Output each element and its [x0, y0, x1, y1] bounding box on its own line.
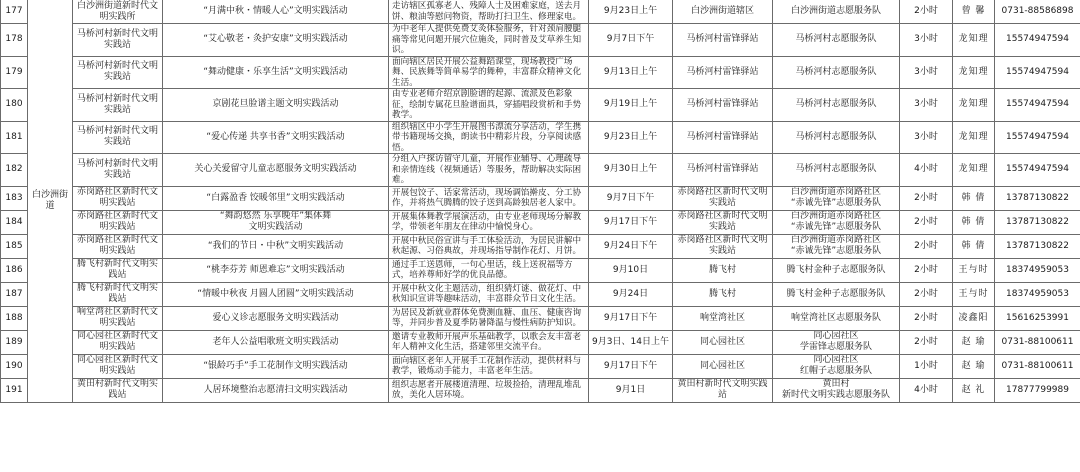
volunteer-team-line: 黄田村: [822, 379, 850, 389]
volunteer-team-cell: [773, 330, 900, 354]
activity-name-cell: [163, 306, 389, 330]
row-number-cell: 181: [1, 121, 28, 154]
table-row: [1, 378, 1080, 402]
activity-name-line: “我们的节日・中秋”文明实践活动: [207, 240, 344, 251]
duration-cell: 2小时: [900, 0, 953, 24]
activity-content-cell: 开展集体舞教学展演活动，由专业老师现场分解教学，带领老年朋友在律动中愉悦身心。: [389, 210, 589, 234]
table-row: [1, 154, 1080, 187]
table-row: [1, 0, 1080, 24]
activity-content-cell: 开展包饺子、话家常活动，现场调馅擀皮、分工协作，并将热气腾腾的饺子送到高龄独居老人家中。: [389, 186, 589, 210]
row-number-cell: 191: [1, 378, 28, 402]
activity-place-cell: 同心园社区: [673, 354, 773, 378]
row-number-cell: 177: [1, 0, 28, 24]
activity-place-cell: 马桥河村雷锋驿站: [673, 56, 773, 89]
activity-content-cell: 面向辖区老年人开展手工花制作活动，提供材料与教学，锻炼动手能力，丰富老年生活。: [389, 354, 589, 378]
activity-time-cell: 9月17日下午: [589, 306, 673, 330]
contact-phone-cell: 13787130822: [995, 186, 1080, 210]
position-cell: 马桥河村新时代文明实践站: [73, 89, 163, 122]
volunteer-team-line: 同心园社区: [813, 331, 859, 341]
volunteer-team-cell: [773, 282, 900, 306]
activity-name-cell: [163, 330, 389, 354]
activity-time-cell: 9月30日上午: [589, 154, 673, 187]
activity-name-line: “银龄巧手”手工花制作文明实践活动: [203, 360, 348, 371]
activity-place-cell: 赤岗路社区新时代文明实践站: [673, 186, 773, 210]
activity-place-cell: 马桥河村雷锋驿站: [673, 154, 773, 187]
volunteer-team-line: 响堂湾社区志愿服务队: [790, 312, 881, 323]
table-row: [1, 24, 1080, 57]
activity-content-cell: 为中老年人提供免费艾灸体验服务，针对颈肩腰腿痛等常见问题开展穴位施灸，同时普及艾草养生知识。: [389, 24, 589, 57]
activity-name-cell: [163, 0, 389, 24]
row-number-cell: 179: [1, 56, 28, 89]
activity-time-cell: 9月17日下午: [589, 210, 673, 234]
table-row: [1, 89, 1080, 122]
activity-name-line: “白露盈香 饺暖邻里”文明实践活动: [206, 192, 345, 203]
contact-person-cell: 龙知理: [953, 154, 995, 187]
volunteer-team-cell: [773, 234, 900, 258]
contact-phone-cell: 15574947594: [995, 24, 1080, 57]
duration-cell: 3小时: [900, 89, 953, 122]
row-number-cell: 187: [1, 282, 28, 306]
activity-name-line: 人居环境整治志愿清扫文明实践活动: [203, 384, 348, 395]
volunteer-team-line: 同心园社区: [813, 355, 859, 365]
duration-cell: 4小时: [900, 154, 953, 187]
activity-name-line: 爱心义诊志愿服务文明实践活动: [212, 312, 339, 323]
table-row: [1, 186, 1080, 210]
contact-person-cell: 龙知理: [953, 121, 995, 154]
position-cell: 黄田村新时代文明实践站: [73, 378, 163, 402]
row-number-cell: 180: [1, 89, 28, 122]
contact-phone-cell: 0731-88586898: [995, 0, 1080, 24]
volunteer-team-cell: [773, 56, 900, 89]
activity-place-cell: 黄田村新时代文明实践站: [673, 378, 773, 402]
activity-name-line: 京剧花旦脸谱主题文明实践活动: [212, 99, 339, 110]
position-cell: 腾飞村新时代文明实践站: [73, 282, 163, 306]
duration-cell: 4小时: [900, 378, 953, 402]
activity-content-cell: 为居民及新就业群体免费测血糖、血压、健康咨询等，并同步普及夏季防暑降温与慢性病防护知识。: [389, 306, 589, 330]
row-number-cell: 186: [1, 258, 28, 282]
volunteer-team-cell: [773, 210, 900, 234]
activity-name-line: 关心关爱留守儿童志愿服务文明实践活动: [194, 164, 357, 175]
duration-cell: 3小时: [900, 56, 953, 89]
volunteer-team-line: 白沙洲街道志愿服务队: [790, 6, 881, 16]
activity-name-cell: [163, 24, 389, 57]
volunteer-team-cell: [773, 121, 900, 154]
activity-place-cell: 白沙洲街道辖区: [673, 0, 773, 24]
contact-phone-cell: 18374959053: [995, 258, 1080, 282]
street-cell: 白沙洲街道: [28, 0, 73, 402]
activity-content-cell: 走访辖区孤寡老人、残障人士及困难家庭，送去月饼、粮油等慰问物资，帮助打扫卫生、修理家电。: [389, 0, 589, 24]
contact-phone-cell: 15616253991: [995, 306, 1080, 330]
activity-content-cell: 面向辖区居民开展公益舞蹈课堂，现场教授广场舞、民族舞等简单易学的舞种，丰富群众精神文化生活。: [389, 56, 589, 89]
table-row: [1, 121, 1080, 154]
volunteer-team-cell: [773, 378, 900, 402]
activity-time-cell: 9月19日上午: [589, 89, 673, 122]
volunteer-team-line: 白沙洲街道赤岗路社区: [790, 211, 881, 221]
activity-content-cell: 通过手工送恩师，一句心里话，线上送祝福等方式，培养尊师好学的优良品德。: [389, 258, 589, 282]
volunteer-team-cell: [773, 186, 900, 210]
position-cell: 赤岗路社区新时代文明实践站: [73, 234, 163, 258]
volunteer-team-line: 马桥河村志愿服务队: [795, 131, 877, 142]
position-cell: 腾飞村新时代文明实践站: [73, 258, 163, 282]
contact-person-cell: 赵 瑜: [953, 354, 995, 378]
activity-name-cell: [163, 121, 389, 154]
contact-phone-cell: 15574947594: [995, 56, 1080, 89]
contact-person-cell: 赵 瑜: [953, 330, 995, 354]
volunteer-team-line: “赤诚先锋”志愿服务队: [790, 198, 882, 208]
volunteer-team-line: 新时代文明实践志愿服务队: [781, 390, 890, 400]
activity-name-cell: [163, 378, 389, 402]
row-number-cell: 185: [1, 234, 28, 258]
activity-place-cell: 腾飞村: [673, 282, 773, 306]
contact-phone-cell: 17877799989: [995, 378, 1080, 402]
contact-phone-cell: 15574947594: [995, 154, 1080, 187]
activity-place-cell: 马桥河村雷锋驿站: [673, 121, 773, 154]
volunteer-team-line: 学雷锋志愿服务队: [799, 342, 872, 352]
row-number-cell: 190: [1, 354, 28, 378]
row-number-cell: 189: [1, 330, 28, 354]
contact-person-cell: 龙知理: [953, 89, 995, 122]
activity-name-cell: [163, 282, 389, 306]
activity-name-cell: [163, 234, 389, 258]
activity-name-line: “爱心传递 共享书香”文明实践活动: [206, 131, 345, 142]
volunteer-team-line: 马桥河村志愿服务队: [795, 99, 877, 110]
contact-phone-cell: 13787130822: [995, 234, 1080, 258]
activity-content-cell: 组织辖区中小学生开展图书漂流分享活动，学生携带书籍现场交换，朗读书中精彩片段，分享阅读感悟。: [389, 121, 589, 154]
volunteer-team-cell: [773, 89, 900, 122]
duration-cell: 2小时: [900, 186, 953, 210]
activity-place-cell: 腾飞村: [673, 258, 773, 282]
volunteer-team-line: 白沙洲街道赤岗路社区: [790, 187, 881, 197]
table-row: [1, 258, 1080, 282]
contact-phone-cell: 0731-88100611: [995, 330, 1080, 354]
activity-place-cell: 赤岗路社区新时代文明实践站: [673, 210, 773, 234]
duration-cell: 2小时: [900, 306, 953, 330]
row-number-cell: 178: [1, 24, 28, 57]
activity-name-line: 老年人公益唱歌班文明实践活动: [212, 336, 339, 347]
contact-person-cell: 韩 倩: [953, 210, 995, 234]
duration-cell: 3小时: [900, 121, 953, 154]
volunteer-team-cell: [773, 258, 900, 282]
activity-name-line: 文明实践活动: [248, 222, 303, 232]
activity-content-cell: 分组入户探访留守儿童，开展作业辅导、心理疏导和亲情连线（视频通话）等服务，帮助解决实际困难。: [389, 154, 589, 187]
contact-phone-cell: 13787130822: [995, 210, 1080, 234]
duration-cell: 2小时: [900, 282, 953, 306]
volunteer-team-line: 红帽子志愿服务队: [799, 366, 872, 376]
duration-cell: 2小时: [900, 258, 953, 282]
activity-time-cell: 9月24日: [589, 282, 673, 306]
activity-name-line: “艾心敬老・灸护安康”文明实践活动: [203, 34, 348, 45]
activity-time-cell: 9月24日下午: [589, 234, 673, 258]
contact-phone-cell: 15574947594: [995, 121, 1080, 154]
row-number-cell: 183: [1, 186, 28, 210]
activity-time-cell: 9月7日下午: [589, 24, 673, 57]
activity-content-cell: 开展中秋民俗宣讲与手工体验活动，为居民讲解中秋起源、习俗典故，并现场指导制作花灯、月饼。: [389, 234, 589, 258]
table-row: [1, 234, 1080, 258]
activity-place-cell: 响堂湾社区: [673, 306, 773, 330]
activity-name-cell: [163, 56, 389, 89]
volunteer-team-line: “赤诚先锋”志愿服务队: [790, 246, 882, 256]
contact-person-cell: 龙知理: [953, 56, 995, 89]
activity-time-cell: 9月7日下午: [589, 186, 673, 210]
duration-cell: 3小时: [900, 24, 953, 57]
contact-person-cell: 曾 馨: [953, 0, 995, 24]
activity-time-cell: 9月1日: [589, 378, 673, 402]
activity-name-cell: [163, 354, 389, 378]
contact-person-cell: 韩 倩: [953, 234, 995, 258]
activity-name-line: “舞动健康・乐享生活”文明实践活动: [203, 66, 348, 77]
activity-content-cell: 邀请专业教师开展声乐基础教学，以歌会友丰富老年人精神文化生活，搭建邻里交流平台。: [389, 330, 589, 354]
duration-cell: 2小时: [900, 210, 953, 234]
position-cell: 马桥河村新时代文明实践站: [73, 121, 163, 154]
activity-time-cell: 9月10日: [589, 258, 673, 282]
position-cell: 马桥河村新时代文明实践站: [73, 154, 163, 187]
position-cell: 赤岗路社区新时代文明实践站: [73, 186, 163, 210]
volunteer-team-cell: [773, 154, 900, 187]
volunteer-team-cell: [773, 0, 900, 24]
table-row: [1, 56, 1080, 89]
table-row: [1, 354, 1080, 378]
volunteer-team-line: 腾飞村金种子志愿服务队: [786, 288, 886, 299]
activity-name-cell: [163, 154, 389, 187]
duration-cell: 2小时: [900, 234, 953, 258]
contact-person-cell: 王与时: [953, 282, 995, 306]
duration-cell: 2小时: [900, 330, 953, 354]
activity-name-line: “舞韵悠然 乐享晚年”集体舞: [219, 211, 332, 221]
table-row: [1, 282, 1080, 306]
activity-time-cell: 9月23日上午: [589, 0, 673, 24]
contact-person-cell: 王与时: [953, 258, 995, 282]
position-cell: 赤岗路社区新时代文明实践站: [73, 210, 163, 234]
table-row: [1, 330, 1080, 354]
activity-name-line: “情暖中秋夜 月圆人团圆”文明实践活动: [197, 288, 354, 299]
volunteer-team-line: “赤诚先锋”志愿服务队: [790, 222, 882, 232]
activity-name-cell: [163, 210, 389, 234]
position-cell: 白沙洲街道新时代文明实践所: [73, 0, 163, 24]
activity-content-cell: 开展中秋文化主题活动，组织猜灯谜、做花灯、中秋知识宣讲等趣味活动，丰富群众节日文化生活。: [389, 282, 589, 306]
volunteer-team-line: 白沙洲街道赤岗路社区: [790, 235, 881, 245]
volunteer-team-cell: [773, 306, 900, 330]
activity-place-cell: 赤岗路社区新时代文明实践站: [673, 234, 773, 258]
volunteer-team-line: 马桥河村志愿服务队: [795, 164, 877, 175]
contact-person-cell: 凌鑫阳: [953, 306, 995, 330]
contact-phone-cell: 15574947594: [995, 89, 1080, 122]
activity-name-cell: [163, 258, 389, 282]
volunteer-team-line: 马桥河村志愿服务队: [795, 66, 877, 77]
table-row: [1, 210, 1080, 234]
activity-content-cell: 组织志愿者开展楼道清理、垃圾捡拾，清理乱堆乱放，美化人居环境。: [389, 378, 589, 402]
activity-place-cell: 马桥河村雷锋驿站: [673, 24, 773, 57]
volunteer-team-cell: [773, 24, 900, 57]
row-number-cell: 188: [1, 306, 28, 330]
contact-phone-cell: 18374959053: [995, 282, 1080, 306]
activity-time-cell: 9月13日上午: [589, 56, 673, 89]
activity-place-cell: 马桥河村雷锋驿站: [673, 89, 773, 122]
activity-name-line: “月满中秋・情暖人心”文明实践活动: [203, 6, 348, 16]
activity-name-cell: [163, 89, 389, 122]
activity-time-cell: 9月23日上午: [589, 121, 673, 154]
position-cell: 同心园社区新时代文明实践站: [73, 330, 163, 354]
contact-person-cell: 赵 礼: [953, 378, 995, 402]
volunteer-team-cell: [773, 354, 900, 378]
position-cell: 马桥河村新时代文明实践站: [73, 24, 163, 57]
volunteer-team-line: 腾飞村金种子志愿服务队: [786, 264, 886, 275]
activity-time-cell: 9月3日、14日上午: [589, 330, 673, 354]
contact-person-cell: 韩 倩: [953, 186, 995, 210]
activity-time-cell: 9月17日下午: [589, 354, 673, 378]
row-number-cell: 184: [1, 210, 28, 234]
position-cell: 马桥河村新时代文明实践站: [73, 56, 163, 89]
contact-phone-cell: 0731-88100611: [995, 354, 1080, 378]
table-row: [1, 306, 1080, 330]
activity-place-cell: 同心园社区: [673, 330, 773, 354]
activity-name-line: “桃李芬芳 师恩难忘”文明实践活动: [206, 264, 345, 275]
activity-name-cell: [163, 186, 389, 210]
row-number-cell: 182: [1, 154, 28, 187]
duration-cell: 1小时: [900, 354, 953, 378]
activity-content-cell: 由专业老师介绍京剧脸谱的起源、流派及色彩象征，绘制专属花旦脸谱面具，穿插唱段赏析和手势教学。: [389, 89, 589, 122]
volunteer-team-line: 马桥河村志愿服务队: [795, 34, 877, 45]
position-cell: 同心园社区新时代文明实践站: [73, 354, 163, 378]
contact-person-cell: 龙知理: [953, 24, 995, 57]
position-cell: 响堂湾社区新时代文明实践站: [73, 306, 163, 330]
